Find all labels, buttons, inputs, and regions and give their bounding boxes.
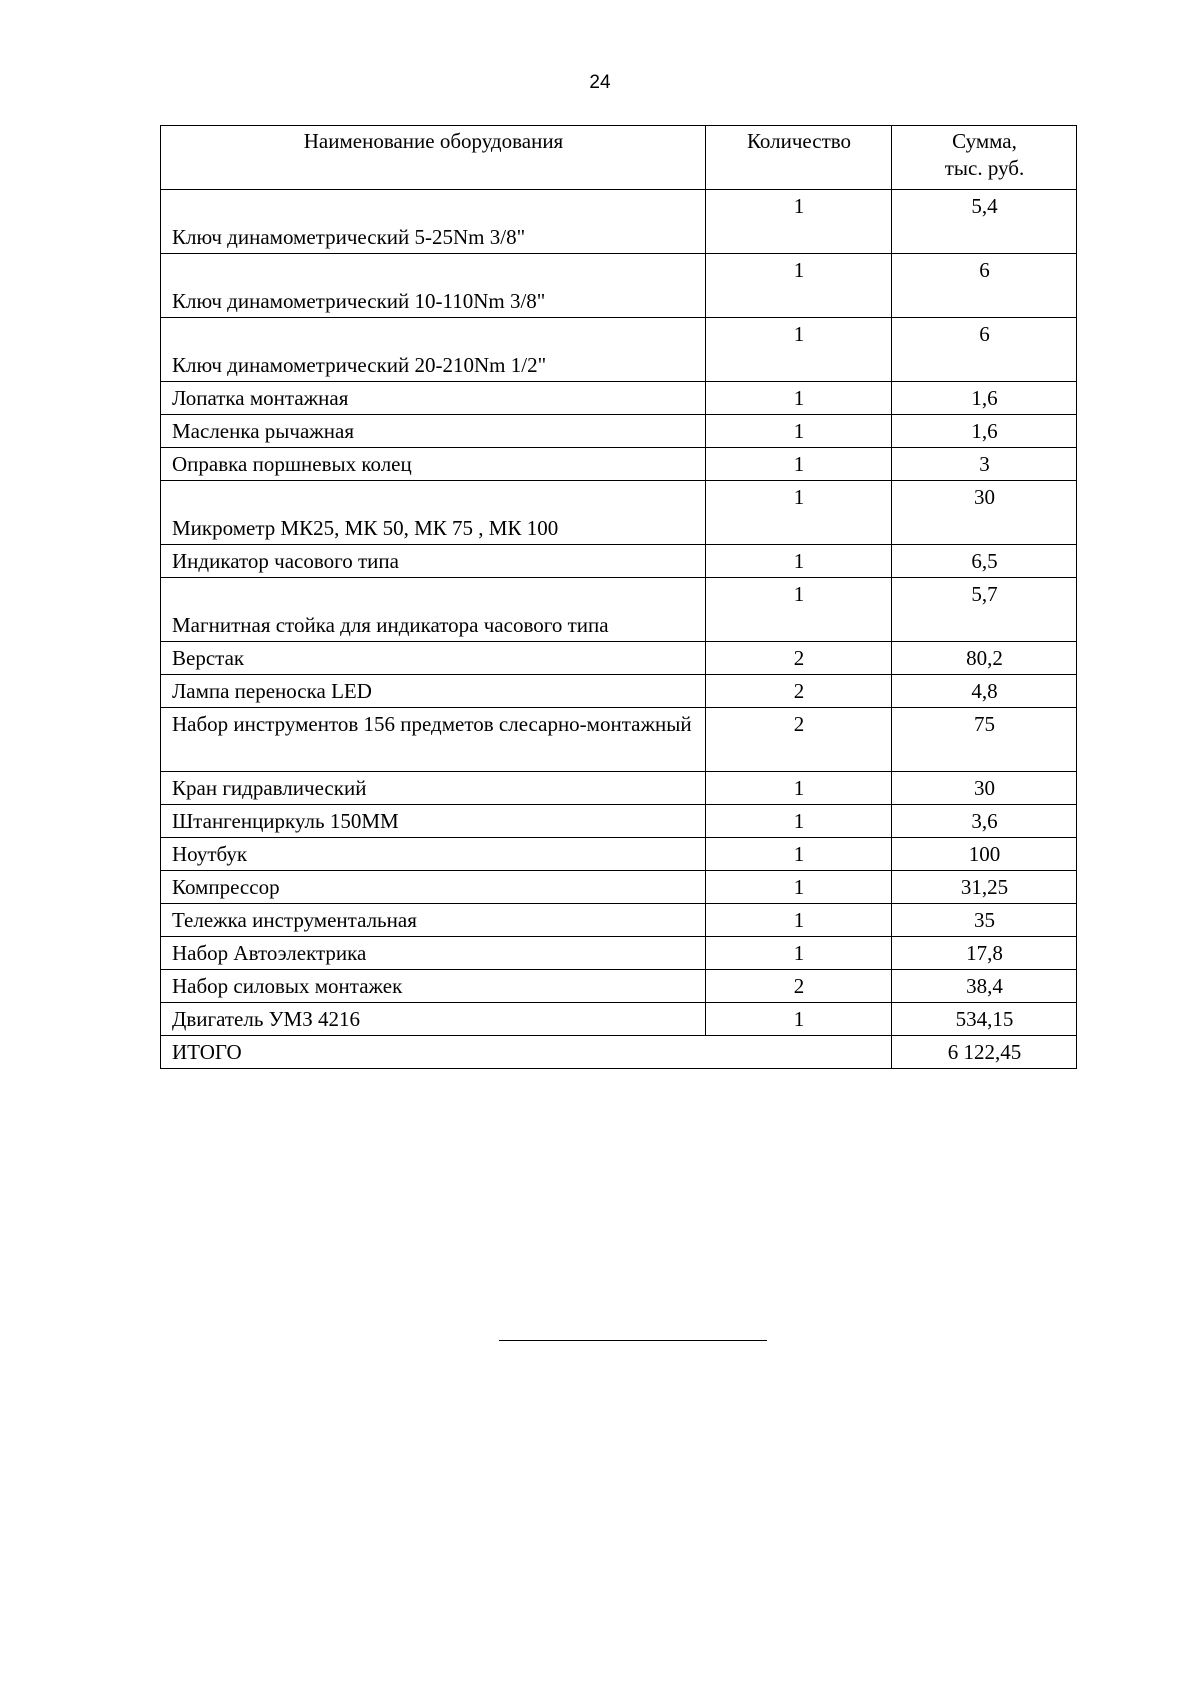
table-header-row xyxy=(161,126,1077,190)
table-row xyxy=(161,642,1077,675)
cell-name: Оправка поршневых колец xyxy=(161,448,706,481)
cell-sum: 1,6 xyxy=(892,415,1077,448)
cell-name: Индикатор часового типа xyxy=(161,545,706,578)
cell-qty: 1 xyxy=(706,772,892,805)
cell-qty: 1 xyxy=(706,805,892,838)
cell-qty: 1 xyxy=(706,318,892,382)
table-row xyxy=(161,415,1077,448)
cell-name: Тележка инструментальная xyxy=(161,904,706,937)
cell-name: Ключ динамометрический 10-110Nm 3/8" xyxy=(161,254,706,318)
cell-name: Лопатка монтажная xyxy=(161,382,706,415)
table-row xyxy=(161,772,1077,805)
cell-sum: 3 xyxy=(892,448,1077,481)
cell-name: Ключ динамометрический 5-25Nm 3/8" xyxy=(161,190,706,254)
table-row xyxy=(161,937,1077,970)
table-row xyxy=(161,448,1077,481)
cell-sum: 534,15 xyxy=(892,1003,1077,1036)
cell-name: Двигатель УМЗ 4216 xyxy=(161,1003,706,1036)
header-sum: Сумма, тыс. руб. xyxy=(892,126,1077,190)
table-row xyxy=(161,838,1077,871)
cell-qty: 1 xyxy=(706,578,892,642)
cell-sum: 100 xyxy=(892,838,1077,871)
cell-qty: 1 xyxy=(706,1003,892,1036)
cell-sum: 6 xyxy=(892,254,1077,318)
table-row xyxy=(161,675,1077,708)
table-row xyxy=(161,254,1077,318)
footer-rule xyxy=(499,1340,767,1341)
table-row xyxy=(161,904,1077,937)
cell-qty: 2 xyxy=(706,970,892,1003)
cell-sum: 31,25 xyxy=(892,871,1077,904)
table-row xyxy=(161,545,1077,578)
cell-qty: 1 xyxy=(706,382,892,415)
table-row xyxy=(161,578,1077,642)
header-qty: Количество xyxy=(706,126,892,190)
cell-qty: 1 xyxy=(706,937,892,970)
cell-name: Масленка рычажная xyxy=(161,415,706,448)
cell-qty: 1 xyxy=(706,254,892,318)
cell-qty: 1 xyxy=(706,545,892,578)
cell-qty: 1 xyxy=(706,190,892,254)
equipment-table xyxy=(160,125,1077,1069)
cell-name: Микрометр МК25, МК 50, МК 75 , МК 100 xyxy=(161,481,706,545)
cell-sum: 30 xyxy=(892,481,1077,545)
cell-sum: 6,5 xyxy=(892,545,1077,578)
cell-name: Ноутбук xyxy=(161,838,706,871)
cell-name: Лампа переноска LED xyxy=(161,675,706,708)
cell-sum: 5,7 xyxy=(892,578,1077,642)
table-row xyxy=(161,1003,1077,1036)
cell-sum: 1,6 xyxy=(892,382,1077,415)
cell-name: Набор Автоэлектрика xyxy=(161,937,706,970)
cell-sum: 38,4 xyxy=(892,970,1077,1003)
cell-qty: 1 xyxy=(706,415,892,448)
total-row xyxy=(161,1036,1077,1069)
cell-name: Ключ динамометрический 20-210Nm 1/2" xyxy=(161,318,706,382)
cell-name: Набор силовых монтажек xyxy=(161,970,706,1003)
cell-sum: 6 xyxy=(892,318,1077,382)
cell-sum: 80,2 xyxy=(892,642,1077,675)
cell-qty: 2 xyxy=(706,675,892,708)
cell-qty: 1 xyxy=(706,904,892,937)
cell-name: Верстак xyxy=(161,642,706,675)
cell-name: Штангенциркуль 150ММ xyxy=(161,805,706,838)
total-label: ИТОГО xyxy=(161,1036,892,1069)
table-row xyxy=(161,708,1077,772)
cell-sum: 17,8 xyxy=(892,937,1077,970)
cell-name: Кран гидравлический xyxy=(161,772,706,805)
cell-qty: 1 xyxy=(706,448,892,481)
cell-name: Набор инструментов 156 предметов слесарно-монтажный xyxy=(161,708,706,772)
cell-name: Магнитная стойка для индикатора часового типа xyxy=(161,578,706,642)
cell-sum: 30 xyxy=(892,772,1077,805)
table-row xyxy=(161,970,1077,1003)
cell-qty: 2 xyxy=(706,642,892,675)
cell-name: Компрессор xyxy=(161,871,706,904)
page-number: 24 xyxy=(589,72,611,93)
cell-sum: 5,4 xyxy=(892,190,1077,254)
header-name: Наименование оборудования xyxy=(161,126,706,190)
cell-sum: 4,8 xyxy=(892,675,1077,708)
table-row xyxy=(161,481,1077,545)
cell-sum: 75 xyxy=(892,708,1077,772)
table-row xyxy=(161,871,1077,904)
table-row xyxy=(161,190,1077,254)
table-row xyxy=(161,382,1077,415)
cell-qty: 2 xyxy=(706,708,892,772)
cell-sum: 3,6 xyxy=(892,805,1077,838)
table-row xyxy=(161,805,1077,838)
total-sum: 6 122,45 xyxy=(892,1036,1077,1069)
cell-qty: 1 xyxy=(706,871,892,904)
cell-sum: 35 xyxy=(892,904,1077,937)
cell-qty: 1 xyxy=(706,838,892,871)
table-row xyxy=(161,318,1077,382)
cell-qty: 1 xyxy=(706,481,892,545)
